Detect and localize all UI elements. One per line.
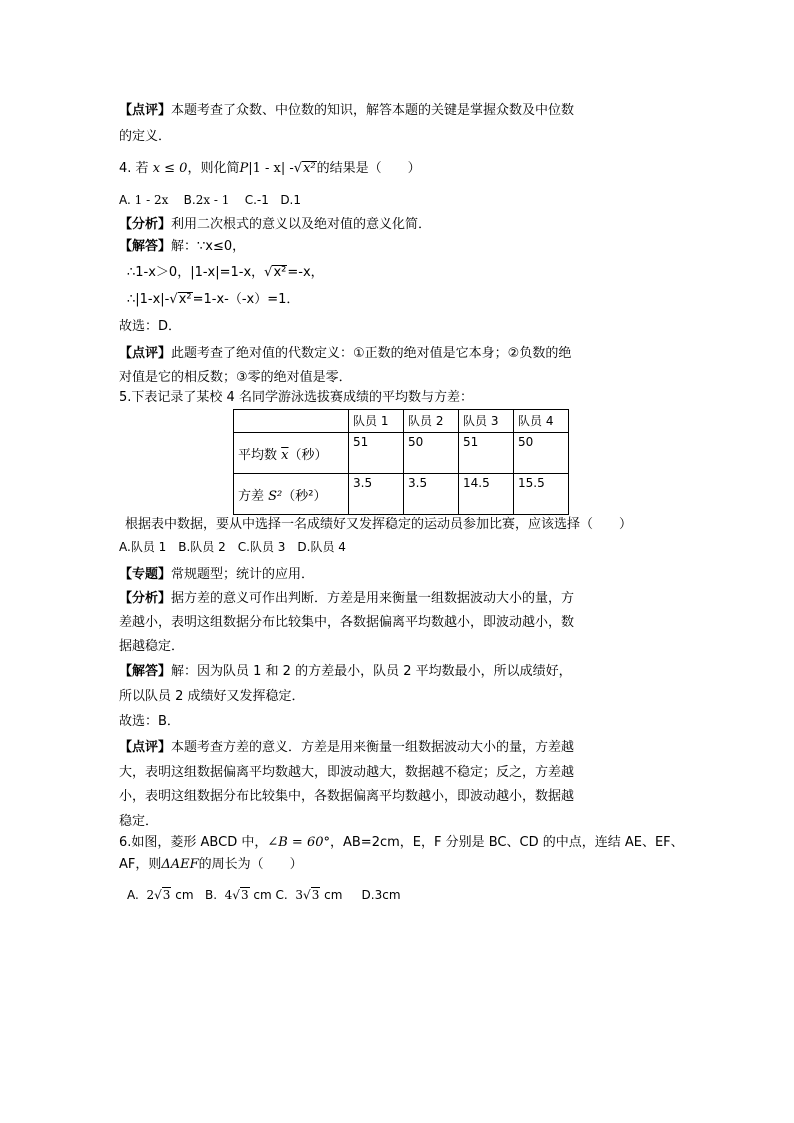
q5-topic bbox=[119, 564, 314, 586]
q5-stem-text: 5.下表记录了某校 4 名同学游泳选拔赛成绩的平均数与方差： bbox=[119, 390, 473, 405]
review-tag: 【点评】 bbox=[119, 103, 172, 118]
q6-triangle: ΔAEF bbox=[161, 857, 199, 872]
q4-condition: x ≤ 0 bbox=[152, 161, 188, 176]
q4-choose-text: 故选：D． bbox=[119, 319, 182, 334]
q4-options bbox=[119, 189, 301, 211]
q6-option-d: D.3cm bbox=[361, 888, 401, 902]
table-row bbox=[234, 474, 569, 515]
q4-expr-p: P bbox=[239, 161, 249, 176]
q3-review-text-1: 本题考查了众数、中位数的知识，解答本题的关键是掌握众数及中位数 bbox=[171, 103, 575, 118]
q6-stem-d: 的周长为（ ） bbox=[198, 857, 303, 872]
table-cell: 3.5 bbox=[404, 474, 459, 515]
q5-solution-line-2 bbox=[119, 686, 305, 708]
q4-expr-sqrt: x² bbox=[303, 161, 316, 176]
q5-review-line-1 bbox=[119, 737, 574, 759]
q5-topic-text: 常规题型；统计的应用． bbox=[171, 567, 315, 582]
q4-step-2: ∴|1-x|-√x²=1-x-（-x）=1． bbox=[127, 292, 300, 307]
q5-options bbox=[119, 536, 346, 558]
table-row-label bbox=[234, 474, 349, 515]
table-header-cell: 队员 1 bbox=[349, 410, 404, 433]
q3-review-line-1 bbox=[119, 100, 574, 122]
q5-review-text-3: 小，表明这组数据分布比较集中，各数据偏离平均数越小，即波动越小，数据越 bbox=[119, 789, 575, 804]
q4-option-b-label: B. bbox=[183, 193, 196, 207]
mean-symbol: $\overline{x}$ bbox=[281, 447, 289, 463]
q5-solution-line-1 bbox=[119, 661, 572, 683]
q6-option-c-coef: 3 bbox=[295, 888, 304, 902]
q5-analysis-text-3: 据越稳定． bbox=[119, 639, 185, 654]
analysis-tag: 【分析】 bbox=[119, 217, 172, 232]
q4-option-d: D.1 bbox=[280, 193, 302, 207]
q5-analysis-line-1 bbox=[119, 588, 574, 610]
table-row bbox=[234, 433, 569, 474]
q6-stem-c: AF，则 bbox=[119, 857, 162, 872]
q4-step-2-sqrt: x² bbox=[178, 292, 192, 307]
table-header-cell: 队员 4 bbox=[514, 410, 569, 433]
table-cell: 50 bbox=[514, 433, 569, 474]
q5-review-line-2 bbox=[119, 762, 574, 784]
variance-symbol: S² bbox=[268, 488, 283, 504]
q6-options: A. 2√3 cm B. 4√3 cm C. 3√3 cm D.3cm bbox=[127, 888, 401, 902]
q4-option-c: C.-1 bbox=[244, 193, 269, 207]
analysis-tag: 【分析】 bbox=[119, 591, 172, 606]
q4-step-1-sqrt: x² bbox=[273, 265, 287, 280]
row-label-variance-unit: （秒²） bbox=[282, 488, 327, 504]
review-tag: 【点评】 bbox=[119, 740, 172, 755]
row-label-variance: 方差 bbox=[238, 488, 265, 504]
q4-analysis bbox=[119, 214, 431, 236]
q6-option-a-coef: 2 bbox=[146, 888, 155, 902]
q3-review-line-2 bbox=[119, 126, 171, 148]
solution-tag: 【解答】 bbox=[119, 239, 172, 254]
q6-option-b-label: B. bbox=[204, 888, 218, 902]
table-cell: 14.5 bbox=[459, 474, 514, 515]
topic-tag: 【专题】 bbox=[119, 567, 172, 582]
q6-option-a-radicand: 3 bbox=[162, 888, 171, 902]
q4-review-line-2 bbox=[119, 367, 352, 389]
table-header-row bbox=[234, 410, 569, 433]
table-corner-cell bbox=[234, 410, 349, 433]
table-cell: 51 bbox=[459, 433, 514, 474]
q5-solution-text-2: 所以队员 2 成绩好又发挥稳定． bbox=[119, 689, 305, 704]
q5-review-text-4: 稳定． bbox=[119, 814, 159, 829]
q4-option-a-value: 1 - 2x bbox=[134, 193, 169, 207]
q6-option-c-unit: cm bbox=[324, 888, 343, 902]
q5-review-line-3 bbox=[119, 786, 574, 808]
q4-option-a-label: A. bbox=[119, 193, 131, 207]
q6-option-c-label: C. bbox=[275, 888, 288, 902]
q6-angle: ∠B = 60° bbox=[267, 835, 330, 850]
row-label-mean-unit: （秒） bbox=[288, 447, 328, 463]
q4-review-text-1: 此题考查了绝对值的代数定义：①正数的绝对值是它本身；②负数的绝 bbox=[171, 346, 572, 361]
table-row-label bbox=[234, 433, 349, 474]
q6-stem-line-2 bbox=[119, 854, 303, 876]
q4-step-1-a: ∴1-x＞0，|1-x|=1-x， bbox=[127, 265, 265, 280]
q6-option-b-radicand: 3 bbox=[240, 888, 249, 902]
q6-option-a-label: A. bbox=[127, 888, 139, 902]
q4-review-text-2: 对值是它的相反数；③零的绝对值是零． bbox=[119, 370, 352, 385]
q5-analysis-text-2: 差越小，表明这组数据分布比较集中，各数据偏离平均数越小，即波动越小，数 bbox=[119, 615, 575, 630]
q5-solution-text-1: 解：因为队员 1 和 2 的方差最小，队员 2 平均数最小，所以成绩好， bbox=[171, 664, 572, 679]
q4-stem-mid: ，则化简 bbox=[187, 161, 240, 176]
q4-stem-prefix: 4. 若 bbox=[119, 161, 149, 176]
q4-step-1-b: =-x， bbox=[287, 265, 324, 280]
q6-stem-b: ，AB=2cm，E，F 分别是 BC、CD 的中点，连结 AE、EF、 bbox=[330, 835, 684, 850]
q4-expr-abs: |1 - x| - bbox=[248, 161, 294, 176]
q4-solution-text: 解：∵x≤0， bbox=[171, 239, 246, 254]
solution-tag: 【解答】 bbox=[119, 664, 172, 679]
review-tag: 【点评】 bbox=[119, 346, 172, 361]
q4-stem: 4. 若 x ≤ 0，则化简P|1 - x| -√x²的结果是（ ） bbox=[119, 161, 421, 176]
q5-analysis-line-3 bbox=[119, 636, 184, 658]
q5-options-text: A.队员 1 B.队员 2 C.队员 3 D.队员 4 bbox=[119, 540, 346, 554]
q6-option-b-coef: 4 bbox=[224, 888, 233, 902]
q5-choose-text: 故选：B． bbox=[119, 714, 180, 729]
q4-step-2-b: =1-x-（-x）=1． bbox=[192, 292, 300, 307]
q6-option-b-unit: cm bbox=[253, 888, 272, 902]
q5-analysis-line-2 bbox=[119, 612, 574, 634]
table-cell: 50 bbox=[404, 433, 459, 474]
q4-review-line-1 bbox=[119, 343, 571, 365]
table-cell: 15.5 bbox=[514, 474, 569, 515]
q5-stem bbox=[119, 387, 473, 409]
q5-choose bbox=[119, 711, 180, 733]
q6-option-a-unit: cm bbox=[175, 888, 194, 902]
q3-review-text-2: 的定义． bbox=[119, 129, 172, 144]
q5-analysis-text-1: 据方差的意义可作出判断．方差是用来衡量一组数据波动大小的量，方 bbox=[171, 591, 575, 606]
q4-step-1: ∴1-x＞0，|1-x|=1-x，√x²=-x， bbox=[127, 265, 324, 280]
q5-review-text-1: 本题考查方差的意义．方差是用来衡量一组数据波动大小的量，方差越 bbox=[171, 740, 575, 755]
table-cell: 51 bbox=[349, 433, 404, 474]
q4-solution bbox=[119, 236, 245, 258]
q4-stem-suffix: 的结果是（ ） bbox=[316, 161, 421, 176]
table-cell: 3.5 bbox=[349, 474, 404, 515]
q4-step-2-a: ∴|1-x|- bbox=[127, 292, 170, 307]
q6-stem-a: 6.如图，菱形 ABCD 中， bbox=[119, 835, 268, 850]
q4-choose bbox=[119, 316, 181, 338]
q4-analysis-text: 利用二次根式的意义以及绝对值的意义化简． bbox=[171, 217, 432, 232]
q5-question bbox=[125, 514, 632, 536]
q6-stem-line-1 bbox=[119, 832, 684, 854]
q5-review-text-2: 大，表明这组数据偏离平均数越大，即波动越大，数据越不稳定；反之，方差越 bbox=[119, 765, 575, 780]
q6-option-c-radicand: 3 bbox=[311, 888, 320, 902]
table-header-cell: 队员 3 bbox=[459, 410, 514, 433]
row-label-mean: 平均数 bbox=[238, 447, 278, 463]
q4-option-b-value: 2x - 1 bbox=[195, 193, 230, 207]
table-header-cell: 队员 2 bbox=[404, 410, 459, 433]
q5-score-table bbox=[233, 409, 569, 515]
q5-question-text: 根据表中数据，要从中选择一名成绩好又发挥稳定的运动员参加比赛，应该选择（ ） bbox=[125, 517, 633, 532]
q5-review-line-4 bbox=[119, 811, 158, 833]
